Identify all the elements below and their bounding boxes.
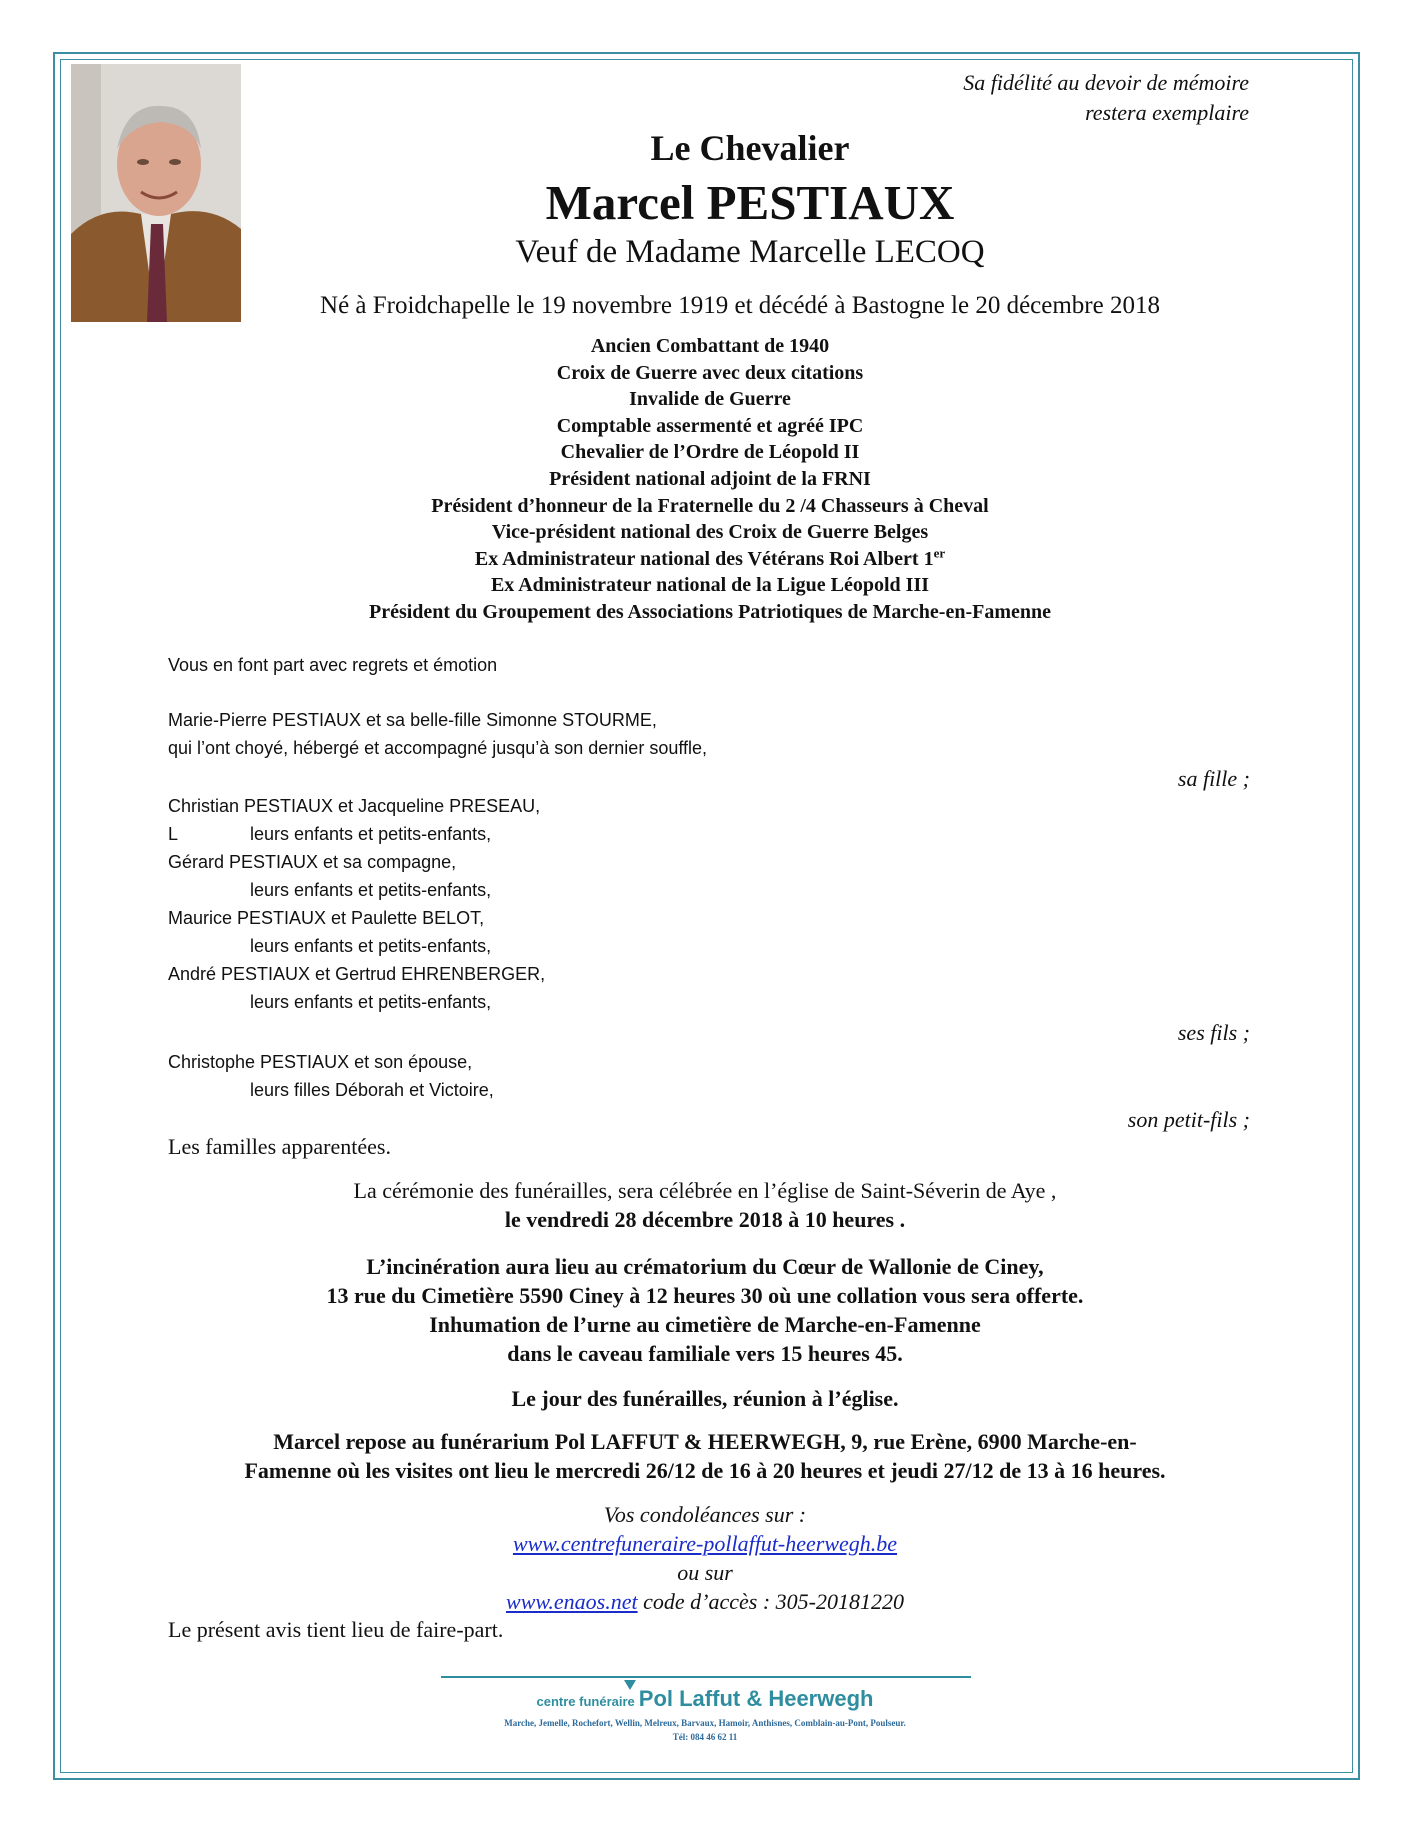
visits-line: Marcel repose au funérarium Pol LAFFUT & HEERWEGH, 9, rue Erène, 6900 Marche-en- — [273, 1429, 1137, 1454]
intro-text: Vous en font part avec regrets et émotion — [168, 655, 498, 675]
honorific-title: Le Chevalier — [650, 128, 850, 168]
honor-item: Croix de Guerre avec deux citations — [556, 361, 864, 384]
motto-line: Sa fidélité au devoir de mémoire — [963, 70, 1249, 95]
honor-item: Président d’honneur de la Fraternelle du 2 /4 Chasseurs à Cheval — [431, 494, 989, 517]
family-line — [168, 824, 178, 845]
relation-label: ses fils ; — [1177, 1020, 1250, 1045]
honor-text: Ex Administrateur national des Vétérans Roi Albert 1 — [474, 547, 934, 570]
stray-letter: L — [168, 824, 179, 844]
family-line: Gérard PESTIAUX et sa compagne, — [168, 852, 457, 872]
honor-item: Invalide de Guerre — [629, 388, 791, 411]
honor-item — [180, 546, 1240, 573]
funeral-home-link[interactable]: www.centrefuneraire-pollaffut-heerwegh.be — [512, 1531, 898, 1556]
deceased-name: Marcel PESTIAUX — [545, 175, 955, 230]
footer-brand-name: Pol Laffut & Heerwegh — [638, 1686, 874, 1711]
honor-item: Comptable assermenté et agréé IPC — [556, 414, 864, 437]
honor-item: Président du Groupement des Associations Patriotiques de Marche-en-Famenne — [368, 600, 1051, 623]
family-line: Christian PESTIAUX et Jacqueline PRESEAU, — [168, 796, 541, 816]
footer-divider — [441, 1676, 971, 1678]
honor-item: Ancien Combattant de 1940 — [590, 335, 830, 357]
family-line: leurs enfants et petits-enfants, — [250, 936, 492, 956]
condolences-label: Vos condoléances sur : — [603, 1502, 807, 1527]
family-line: Christophe PESTIAUX et son épouse, — [168, 1052, 473, 1072]
motto — [963, 68, 1249, 128]
footer-phone: Tél: 084 46 62 11 — [672, 1732, 738, 1742]
family-line: leurs enfants et petits-enfants, — [250, 824, 492, 844]
cremation-line: L’incinération aura lieu au crématorium du Cœur de Wallonie de Ciney, — [366, 1254, 1044, 1279]
access-code: code d’accès : 305-20181220 — [637, 1589, 904, 1614]
relation-label: son petit-fils ; — [1127, 1107, 1250, 1132]
footer-brand — [440, 1686, 970, 1712]
honors-list — [180, 333, 1240, 626]
cremation-line: 13 rue du Cimetière 5590 Ciney à 12 heures 30 où une collation vous sera offerte. — [326, 1283, 1084, 1308]
cremation-line: Inhumation de l’urne au cimetière de Marche-en-Famenne — [429, 1312, 981, 1337]
family-line: leurs filles Déborah et Victoire, — [250, 1080, 494, 1100]
meeting-line: Le jour des funérailles, réunion à l’église. — [511, 1386, 899, 1411]
birth-death-line: Né à Froidchapelle le 19 novembre 1919 et décédé à Bastogne le 20 décembre 2018 — [320, 292, 1160, 319]
family-line: Marie-Pierre PESTIAUX et sa belle-fille Simonne STOURME, — [168, 710, 657, 730]
honor-superscript: er — [933, 545, 946, 561]
enaos-row — [160, 1587, 1250, 1616]
footer-brand-small: centre funéraire — [536, 1694, 635, 1709]
family-line: leurs enfants et petits-enfants, — [250, 880, 492, 900]
or-label: ou sur — [677, 1560, 733, 1585]
ceremony-date: le vendredi 28 décembre 2018 à 10 heures . — [504, 1207, 906, 1232]
motto-line: restera exemplaire — [1085, 100, 1249, 125]
relation-label: sa fille ; — [1177, 766, 1250, 791]
honor-item: Vice-président national des Croix de Guerre Belges — [491, 521, 929, 544]
honor-item: Ex Administrateur national de la Ligue Léopold III — [490, 574, 930, 597]
cremation-line: dans le caveau familiale vers 15 heures 45. — [507, 1341, 903, 1366]
visits-line: Famenne où les visites ont lieu le mercredi 26/12 de 16 à 20 heures et jeudi 27/12 de 13 à 16 heures. — [244, 1458, 1166, 1483]
enaos-link[interactable]: www.enaos.net — [506, 1589, 638, 1614]
ceremony-line: La cérémonie des funérailles, sera célébrée en l’église de Saint-Séverin de Aye , — [353, 1178, 1057, 1203]
footer-places: Marche, Jemelle, Rochefort, Wellin, Melreux, Barvaux, Hamoir, Anthisnes, Comblain-au-Pont, Poulseur. — [504, 1718, 906, 1728]
family-line: qui l’ont choyé, hébergé et accompagné jusqu’à son dernier souffle, — [168, 738, 708, 758]
notice-line: Le présent avis tient lieu de faire-part. — [168, 1617, 504, 1642]
condolences-link-row — [160, 1529, 1250, 1558]
family-line: Maurice PESTIAUX et Paulette BELOT, — [168, 908, 485, 928]
family-line: leurs enfants et petits-enfants, — [250, 992, 492, 1012]
family-line: André PESTIAUX et Gertrud EHRENBERGER, — [168, 964, 546, 984]
honor-item: Président national adjoint de la FRNI — [549, 467, 871, 490]
widow-line: Veuf de Madame Marcelle LECOQ — [515, 234, 985, 270]
honor-item: Chevalier de l’Ordre de Léopold II — [560, 441, 860, 464]
portrait-photo — [71, 64, 241, 322]
related-families: Les familles apparentées. — [168, 1134, 391, 1159]
